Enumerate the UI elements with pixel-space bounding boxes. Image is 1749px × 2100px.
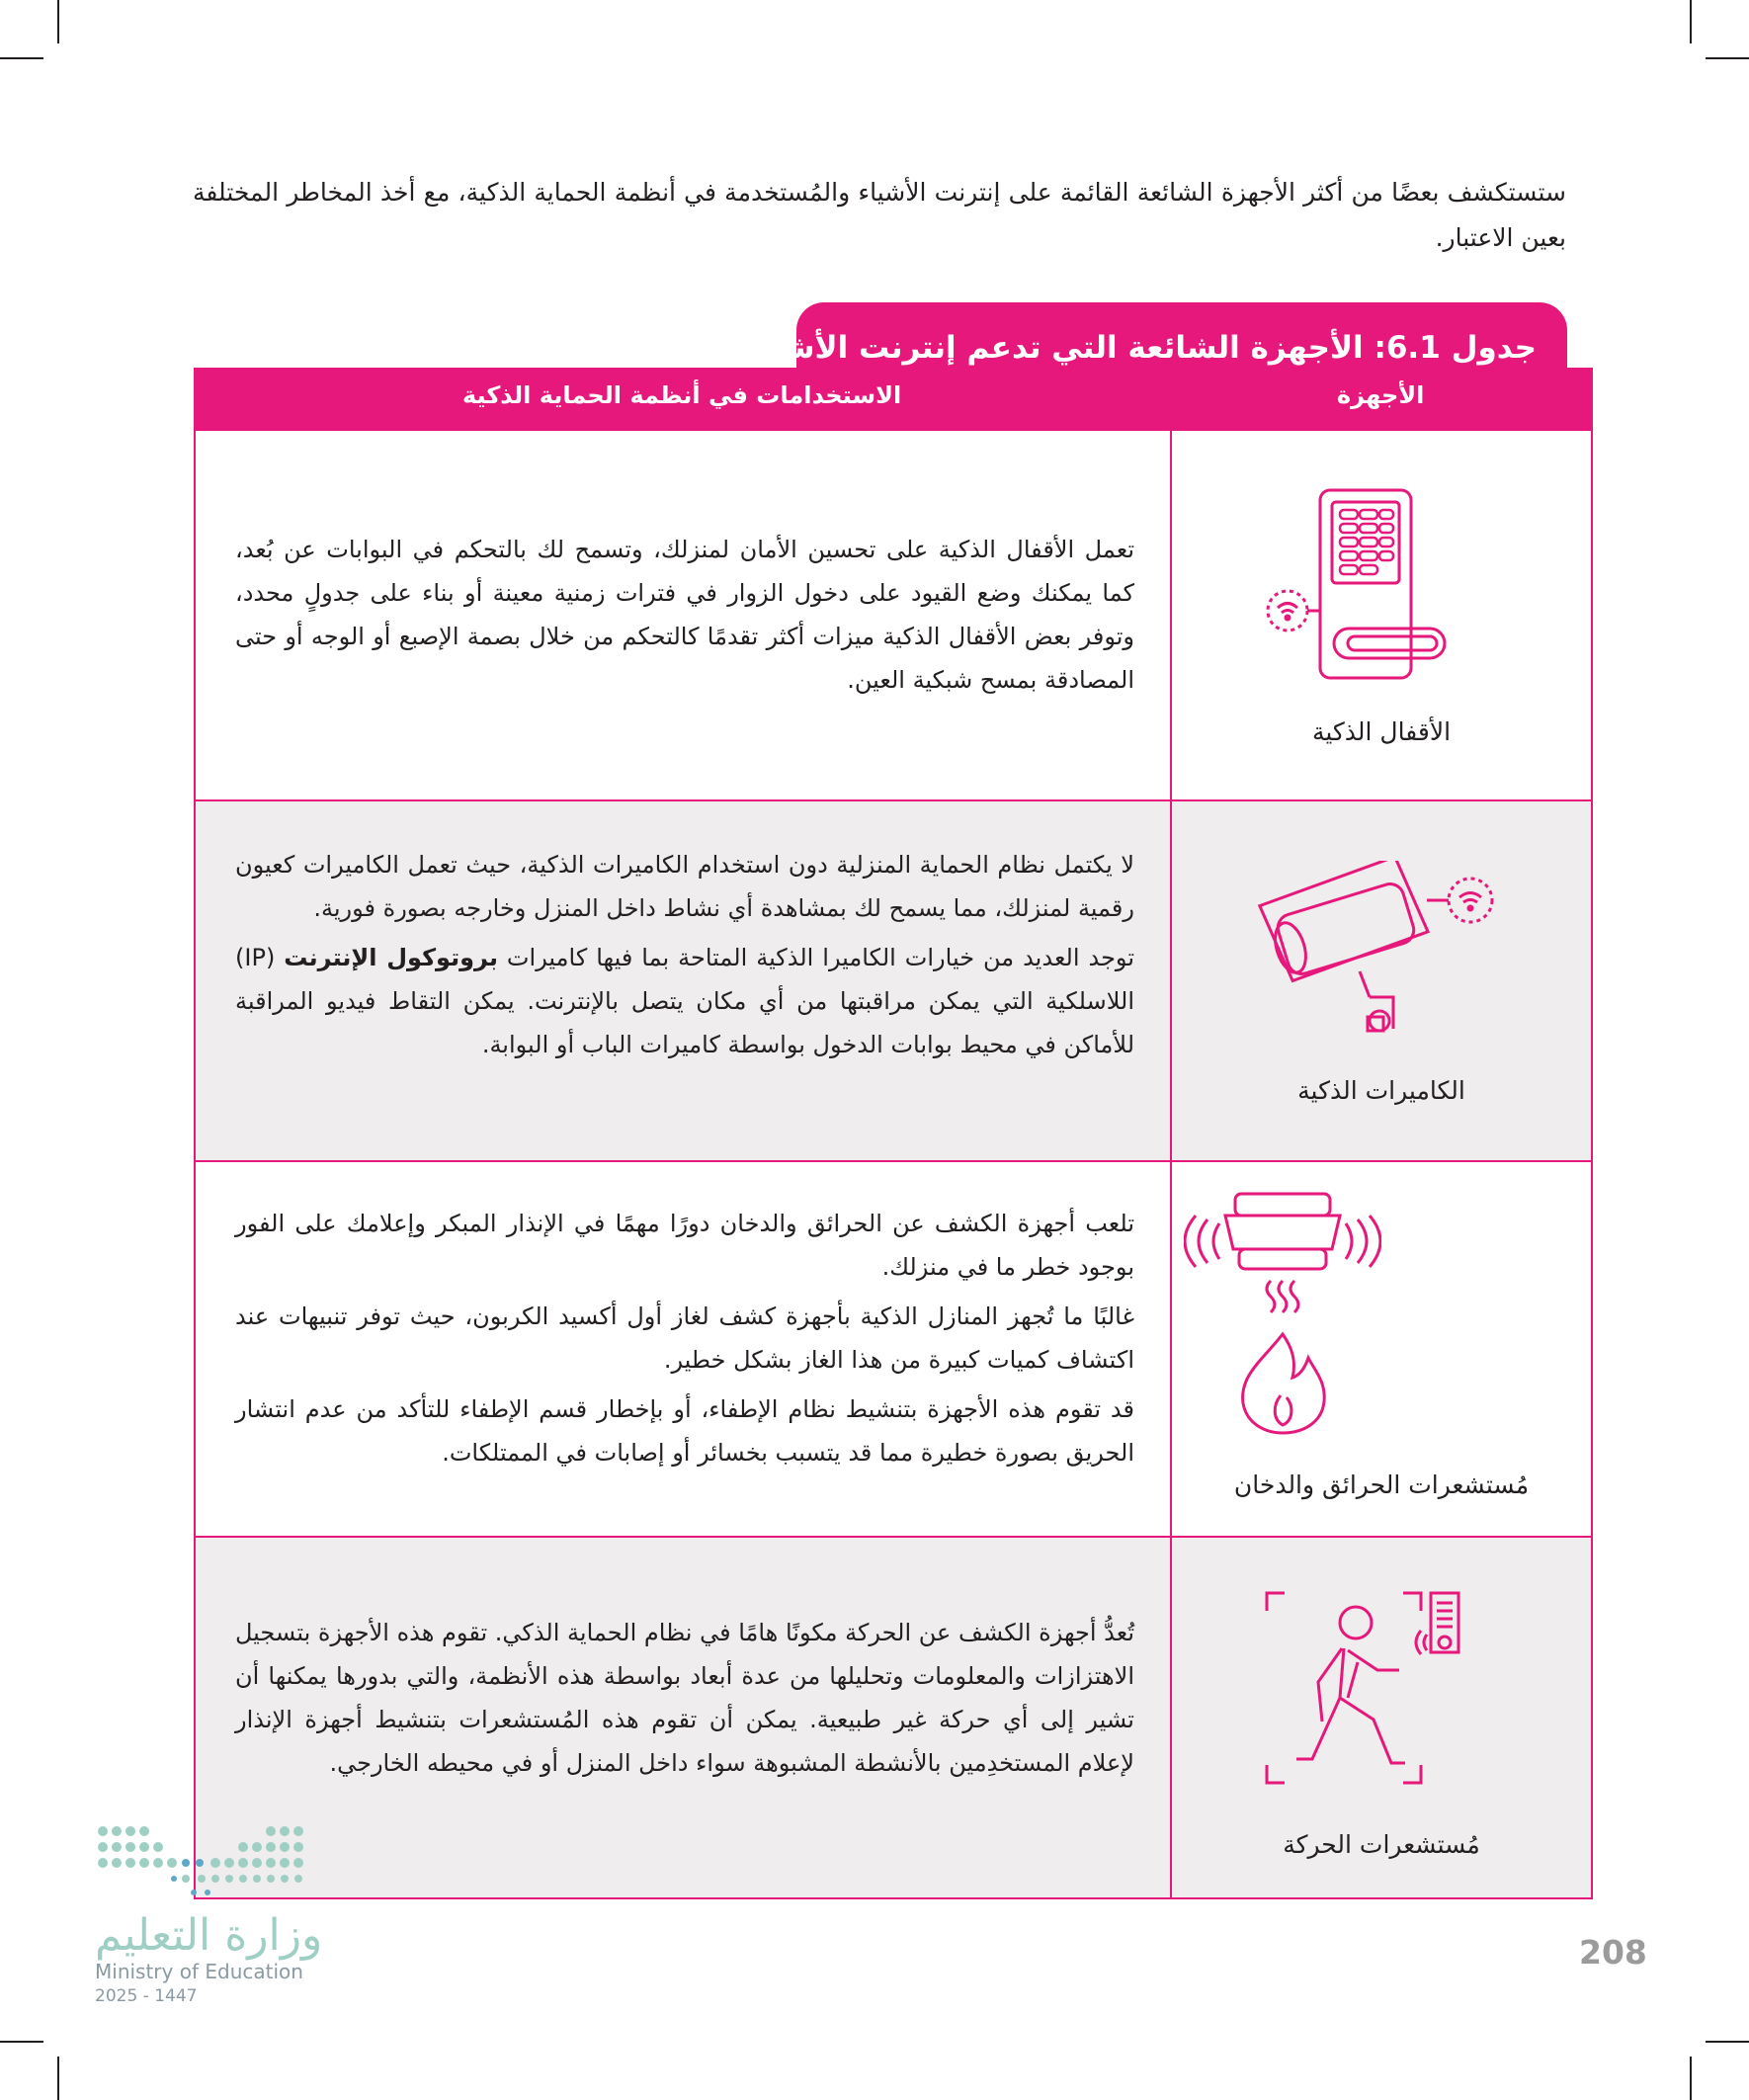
row-usage-text <box>235 1611 1134 1791</box>
usage-paragraph: توجد العديد من خيارات الكاميرا الذكية المتاحة بما فيها كاميرات بروتوكول الإنترنت (IP) اللاسلكية التي يمكن مراقبتها من أي مكان يتصل بالإنترنت. يمكن التقاط فيديو المراقبة للأماكن في محيط بوابات الدخول بواسطة كاميرات الباب أو البوابة. <box>235 944 1134 1058</box>
security-camera-icon <box>1251 861 1508 1049</box>
crop-mark <box>0 57 43 59</box>
intro-paragraph: ستستكشف بعضًا من أكثر الأجهزة الشائعة القائمة على إنترنت الأشياء والمُستخدمة في أنظمة الحماية الذكية، مع أخذ المخاطر المختلفة بعين الاعتبار. <box>193 178 1566 252</box>
table-row-motion-sensors <box>196 1536 1591 1897</box>
usage-paragraph: قد تقوم هذه الأجهزة بتنشيط نظام الإطفاء، أو بإخطار قسم الإطفاء للتأكد من عدم انتشار الحريق بصورة خطيرة مما قد يتسبب بخسائر أو إصابات في الممتلكات. <box>235 1395 1134 1467</box>
table-row-smart-locks <box>196 429 1591 799</box>
smart-lock-icon <box>1263 482 1460 680</box>
smoke-detector-icon <box>1184 1182 1381 1439</box>
table-header <box>196 370 1591 431</box>
devices-table <box>194 368 1593 1899</box>
header-devices: الأجهزة <box>1337 381 1425 409</box>
ip-term: بروتوكول الإنترنت <box>284 944 498 971</box>
crop-mark <box>1690 2057 1692 2100</box>
usage-paragraph: تعمل الأقفال الذكية على تحسين الأمان لمنزلك، وتسمح لك بالتحكم في البوابات عن بُعد، كما يمكنك وضع القيود على دخول الزوار في فترات زمنية معينة أو بناء على جدولٍ محدد، وتوفر بعض الأقفال الذكية ميزات أكثر تقدمًا كالتحكم من خلال بصمة الإصبع أو الوجه أو حتى المصادقة بمسح شبكية العين. <box>235 536 1134 694</box>
ministry-logo-icon <box>95 1823 312 1902</box>
device-name: الكاميرات الذكية <box>1297 1076 1465 1105</box>
crop-mark <box>1690 0 1692 43</box>
device-name: مُستشعرات الحركة <box>1283 1830 1480 1859</box>
usage-paragraph: غالبًا ما تُجهز المنازل الذكية بأجهزة كشف لغاز أول أكسيد الكربون، حيث توفر تنبيهات عند اكتشاف كميات كبيرة من هذا الغاز بشكل خطير. <box>235 1302 1134 1374</box>
crop-mark <box>57 2057 59 2100</box>
column-divider <box>1170 431 1172 1897</box>
ministry-year: 2025 - 1447 <box>95 1986 198 2006</box>
crop-mark <box>57 0 59 43</box>
motion-sensor-icon <box>1263 1587 1460 1795</box>
crop-mark <box>0 2041 43 2043</box>
ministry-name-ar: وزارة التعليم <box>95 1910 323 1961</box>
usage-paragraph: تلعب أجهزة الكشف عن الحرائق والدخان دورًا مهمًا في الإنذار المبكر وإعلامك على الفور بوجود خطر ما في منزلك. <box>235 1210 1134 1281</box>
page-number: 208 <box>1579 1933 1647 1972</box>
table-row-smart-cameras <box>196 799 1591 1160</box>
header-uses: الاستخدامات في أنظمة الحماية الذكية <box>462 381 902 409</box>
table-caption: جدول 6.1: الأجهزة الشائعة التي تدعم إنترنت الأشياء <box>744 330 1537 366</box>
crop-mark <box>1706 2041 1749 2043</box>
device-name: الأقفال الذكية <box>1311 717 1452 746</box>
usage-paragraph: تُعدُّ أجهزة الكشف عن الحركة مكونًا هامًا في نظام الحماية الذكي. تقوم هذه الأجهزة بتسجيل الاهتزازات والمعلومات وتحليلها من عدة أبعاد بواسطة هذه الأنظمة، والتي بدورها يمكنها أن تشير إلى أي حركة غير طبيعية. يمكن أن تقوم هذه المُستشعرات بتنشيط أجهزة الإنذار لإعلام المستخدِمين بالأنشطة المشبوهة سواء داخل المنزل أو في محيطه الخارجي. <box>235 1619 1134 1777</box>
row-usage-text <box>235 1202 1134 1480</box>
table-row-fire-smoke-sensors <box>196 1160 1591 1536</box>
ministry-name-en: Ministry of Education <box>95 1960 303 1983</box>
device-name: مُستشعرات الحرائق والدخان <box>1233 1470 1530 1499</box>
row-usage-text <box>235 528 1134 708</box>
usage-paragraph: لا يكتمل نظام الحماية المنزلية دون استخدام الكاميرات الذكية، حيث تعمل الكاميرات كعيون رقمية لمنزلك، مما يسمح لك بمشاهدة أي نشاط داخل المنزل وخارجه بصورة فورية. <box>235 851 1134 922</box>
crop-mark <box>1706 57 1749 59</box>
row-usage-text <box>235 843 1134 1072</box>
